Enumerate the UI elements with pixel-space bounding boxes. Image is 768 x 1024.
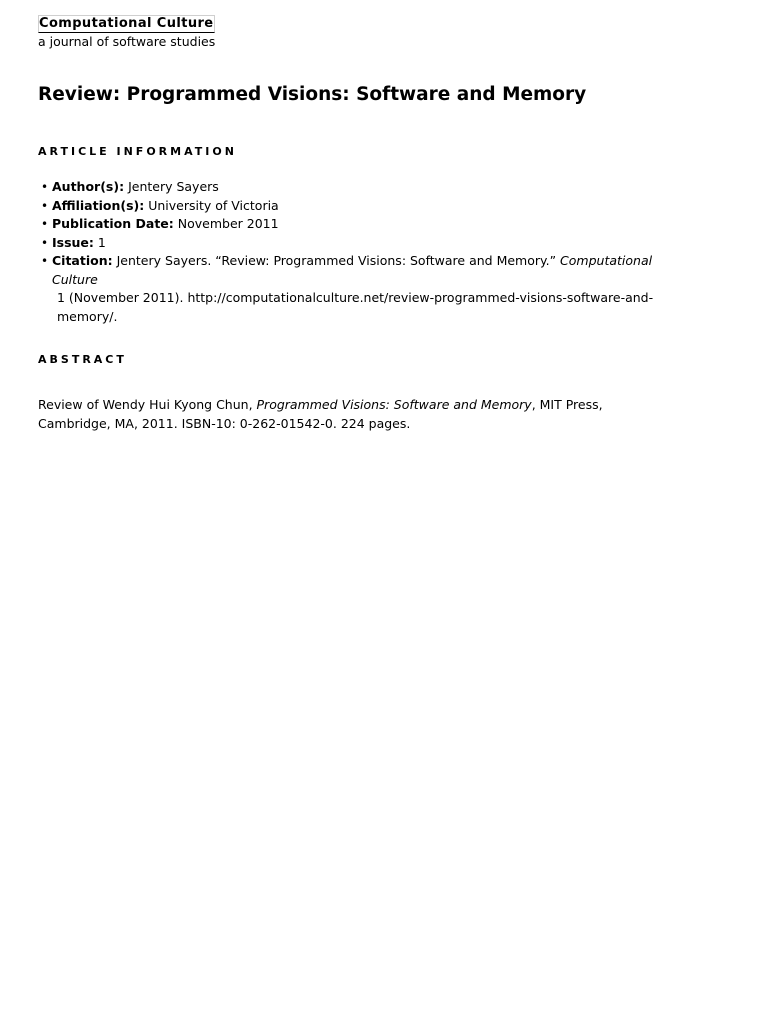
bullet-icon: • bbox=[41, 217, 49, 231]
article-information-heading: ARTICLE INFORMATION bbox=[38, 145, 237, 158]
info-label: Affiliation(s): bbox=[52, 197, 145, 213]
bullet-icon: • bbox=[41, 180, 49, 194]
citation-url-line-end: memory/. bbox=[57, 308, 118, 324]
info-item-citation bbox=[38, 252, 668, 326]
info-value: University of Victoria bbox=[148, 197, 279, 213]
info-item-issue bbox=[38, 234, 668, 253]
citation-journal: Computational Culture bbox=[52, 253, 653, 287]
page-content bbox=[38, 12, 678, 431]
citation-text: Jentery Sayers. “Review: Programmed Visions: Software and Memory.” bbox=[116, 253, 561, 268]
info-label: Issue: bbox=[52, 234, 94, 250]
abstract-text bbox=[38, 396, 658, 433]
info-value: Jentery Sayers bbox=[128, 179, 219, 194]
info-item-publication-date bbox=[38, 215, 668, 234]
abstract-text-end: , MIT Press, Cambridge, MA, 2011. ISBN-10: 0-262-01542-0. 224 pages. bbox=[38, 397, 603, 431]
bullet-icon: • bbox=[41, 198, 49, 213]
info-label: Author(s): bbox=[52, 179, 125, 194]
info-value: 1 bbox=[97, 234, 106, 250]
info-label: Publication Date: bbox=[52, 216, 174, 231]
site-title-link[interactable]: Computational Culture bbox=[39, 16, 214, 31]
site-tagline: a journal of software studies bbox=[38, 34, 216, 49]
info-item-affiliations bbox=[38, 197, 668, 216]
abstract-text-start: Review of Wendy Hui Kyong Chun, bbox=[38, 397, 257, 412]
article-information-list bbox=[38, 178, 668, 326]
bullet-icon: • bbox=[41, 235, 49, 250]
info-value: November 2011 bbox=[177, 216, 279, 231]
info-item-authors bbox=[38, 178, 668, 197]
article-title: Review: Programmed Visions: Software and Memory bbox=[38, 84, 587, 105]
abstract-book-title: Programmed Visions: Software and Memory bbox=[256, 397, 532, 412]
info-label: Citation: bbox=[52, 253, 113, 268]
abstract-heading: ABSTRACT bbox=[38, 353, 127, 366]
citation-url-line: 1 (November 2011). http://computationalculture.net/review-programmed-visions-software-and- bbox=[57, 290, 654, 305]
bullet-icon: • bbox=[41, 254, 49, 268]
